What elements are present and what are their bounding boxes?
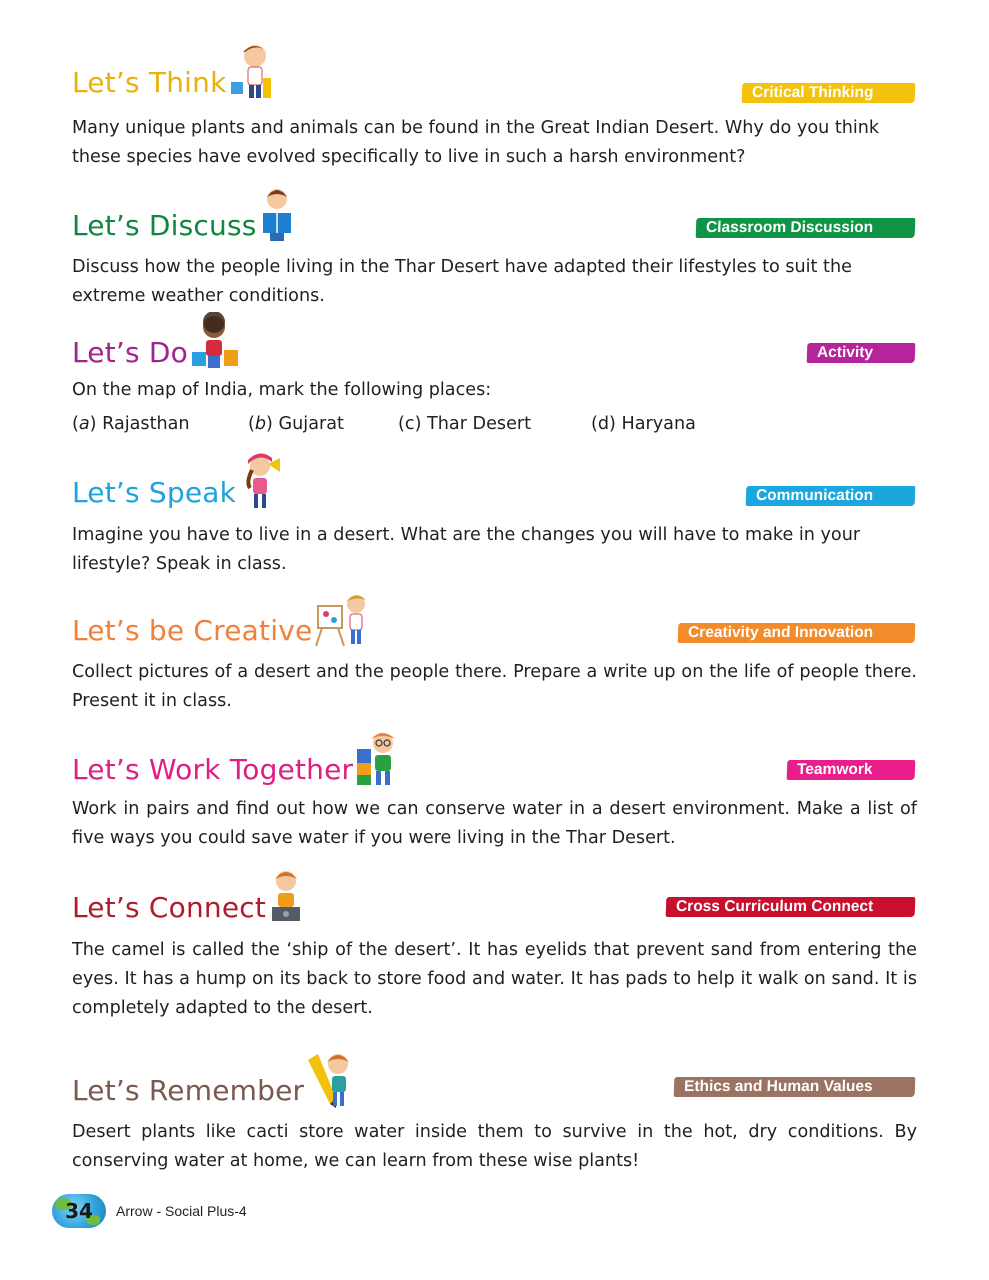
section-creative-heading [72,590,372,648]
book-title: Arrow - Social Plus-4 [116,1203,247,1219]
section-work-heading [72,729,401,787]
page-number: 34 [65,1199,93,1223]
kid-with-blocks-icon [190,312,240,370]
badge-critical-thinking: Critical Thinking [741,83,915,103]
option-d: (d) Haryana [591,414,696,434]
section-title-connect: Let’s Connect [72,891,267,924]
girl-with-abc-blocks-icon [355,729,401,787]
option-a: (a) Rajasthan [72,414,190,434]
badge-creativity-and-innovation: Creativity and Innovation [677,623,915,643]
section-text-think: Many unique plants and animals can be found in the Great Indian Desert. Why do you think these species have evolved specifically to live in such a harsh environment? [72,118,880,167]
section-think-heading [72,42,273,100]
section-title-work: Let’s Work Together [72,753,354,786]
section-text-discuss: Discuss how the people living in the Thar Desert have adapted their lifestyles to suit the extreme weather conditions. [72,257,852,306]
section-title-creative: Let’s be Creative [72,614,313,647]
badge-teamwork: Teamwork [787,760,915,780]
girl-with-megaphone-icon [238,452,282,510]
section-text-remember: Desert plants like cacti store water inside them to survive in the hot, dry conditions. By conserving water at home, we can learn from these wise plants! [72,1122,917,1171]
section-speak-heading [72,452,282,510]
badge-activity: Activity [807,343,916,363]
section-text-work: Work in pairs and find out how we can conserve water in a desert environment. Make a list of five ways you could save water if you were living in the Thar Desert. [72,799,917,848]
section-title-speak: Let’s Speak [72,476,237,509]
section-text-speak: Imagine you have to live in a desert. What are the changes you will have to make in your lifestyle? Speak in class. [72,525,861,574]
section-do-heading [72,312,240,370]
globe-icon [52,1194,106,1228]
badge-communication: Communication [746,486,916,506]
section-title-do: Let’s Do [72,336,188,369]
section-title-remember: Let’s Remember [72,1074,305,1107]
section-connect-heading [72,867,304,925]
girl-painting-easel-icon [314,590,372,648]
section-text-creative: Collect pictures of a desert and the people there. Prepare a write up on the life of people there. Present it in class. [72,662,917,711]
section-text-connect: The camel is called the ‘ship of the desert’. It has eyelids that prevent sand from entering the eyes. It has a hump on its back to store food and water. It has pads to help it walk on sand. It is completely adapted to the desert. [72,940,917,1018]
boy-with-blocks-icon [229,42,273,100]
section-text-do: On the map of India, mark the following places: [72,380,492,400]
section-remember-heading [72,1050,352,1108]
boy-with-pencil-icon [306,1050,352,1108]
boy-with-laptop-icon [268,867,304,925]
badge-ethics-and-human-values: Ethics and Human Values [674,1077,915,1097]
section-discuss-heading [72,185,295,243]
map-places-list [72,411,696,437]
option-c: (c) Thar Desert [398,414,532,434]
page-footer [52,1194,247,1228]
badge-cross-curriculum-connect: Cross Curriculum Connect [665,897,915,917]
badge-classroom-discussion: Classroom Discussion [696,218,916,238]
section-title-think: Let’s Think [72,66,227,99]
option-b: (b) Gujarat [248,414,344,434]
boy-reading-book-icon [259,185,295,243]
section-title-discuss: Let’s Discuss [72,209,257,242]
